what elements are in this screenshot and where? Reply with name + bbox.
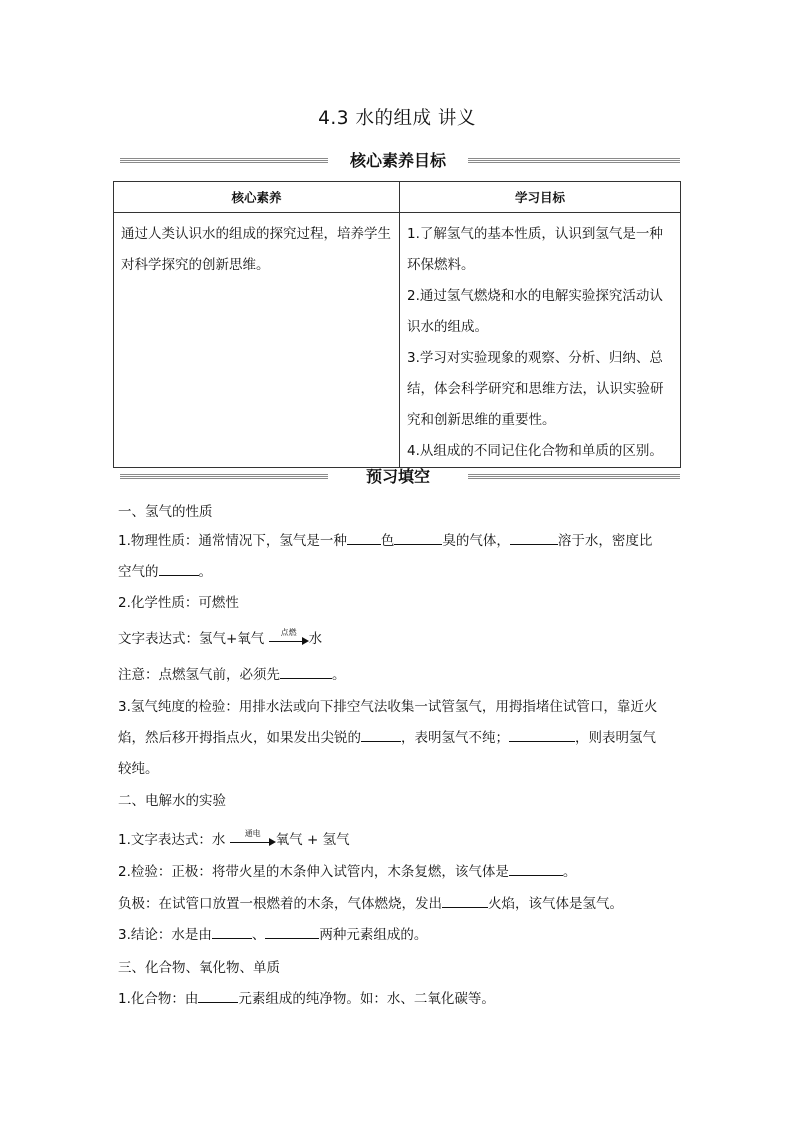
- fill-blank[interactable]: [159, 559, 199, 576]
- fill-blank[interactable]: [510, 528, 558, 545]
- purity-line3: 较纯。: [118, 761, 159, 777]
- compound-definition: 1.化合物：由 元素组成的纯净物。如：水、二氧化碳等。: [118, 984, 684, 1015]
- reaction-arrow-icon: 点燃: [269, 630, 309, 648]
- section-title: 预习填空: [365, 467, 430, 486]
- physical-properties-line1: 1.物理性质：通常情况下，氢气是一种 色 臭的气体， 溶于水，密度比: [118, 526, 684, 557]
- goals-cell: [400, 213, 681, 468]
- word-equation-combustion: 文字表达式：氢气+氧气 点燃 水: [118, 628, 323, 647]
- table-header-core: 核心素养: [114, 182, 400, 213]
- section-title: 核心素养目标: [349, 151, 446, 170]
- section-header-preview: [120, 466, 680, 488]
- table-header-goals: 学习目标: [400, 182, 681, 213]
- divider-rule: [120, 474, 328, 480]
- page-title: 4.3 水的组成 讲义: [318, 108, 476, 129]
- test-positive-line: 2.检验：正极：将带火星的木条伸入试管内，木条复燃，该气体是 。: [118, 857, 684, 888]
- purity-line2: 焰，然后移开拇指点火，如果发出尖锐的 ，表明氢气不纯； ，则表明氢气: [118, 723, 684, 754]
- note-line: 注意：点燃氢气前，必须先 。: [118, 660, 684, 691]
- goal-item: 2.通过氢气燃烧和水的电解实验探究活动认识水的组成。: [407, 288, 663, 335]
- purity-line1: 3.氢气纯度的检验：用排水法或向下排空气法收集一试管氢气，用拇指堵住试管口，靠近火: [118, 699, 658, 715]
- fill-blank[interactable]: [361, 725, 401, 742]
- heading-electrolysis: 二、电解水的实验: [118, 793, 226, 809]
- divider-rule: [468, 474, 680, 480]
- heading-compounds: 三、化合物、氧化物、单质: [118, 960, 280, 976]
- goal-item: 1.了解氢气的基本性质，认识到氢气是一种环保燃料。: [407, 226, 663, 273]
- physical-properties-line2: 空气的 。: [118, 557, 684, 588]
- conclusion-line: 3.结论：水是由 、 两种元素组成的。: [118, 920, 684, 951]
- fill-blank[interactable]: [509, 859, 563, 876]
- fill-blank[interactable]: [198, 986, 238, 1003]
- goals-table: [113, 181, 681, 468]
- test-negative-line: 负极：在试管口放置一根燃着的木条，气体燃烧，发出 火焰，该气体是氢气。: [118, 889, 684, 920]
- word-equation-electrolysis: 1.文字表达式：水 通电 氧气 + 氢气: [118, 829, 350, 848]
- divider-rule: [120, 158, 328, 164]
- fill-blank[interactable]: [509, 725, 575, 742]
- section-header-goals: [120, 150, 680, 172]
- fill-blank[interactable]: [442, 891, 488, 908]
- fill-blank[interactable]: [280, 662, 332, 679]
- fill-blank[interactable]: [347, 528, 381, 545]
- goal-item: 4.从组成的不同记住化合物和单质的区别。: [407, 443, 663, 459]
- core-cell: [114, 213, 400, 468]
- chemical-properties: 2.化学性质：可燃性: [118, 595, 239, 611]
- goal-item: 3.学习对实验现象的观察、分析、归纳、总结，体会科学研究和思维方法，认识实验研究和创新思维的重要性。: [407, 350, 664, 428]
- fill-blank[interactable]: [212, 922, 252, 939]
- divider-rule: [468, 158, 680, 164]
- core-text: 通过人类认识水的组成的探究过程，培养学生对科学探究的创新思维。: [121, 226, 391, 273]
- heading-hydrogen-properties: 一、氢气的性质: [118, 504, 213, 520]
- reaction-arrow-icon: 通电: [230, 831, 276, 849]
- fill-blank[interactable]: [265, 922, 319, 939]
- fill-blank[interactable]: [394, 528, 442, 545]
